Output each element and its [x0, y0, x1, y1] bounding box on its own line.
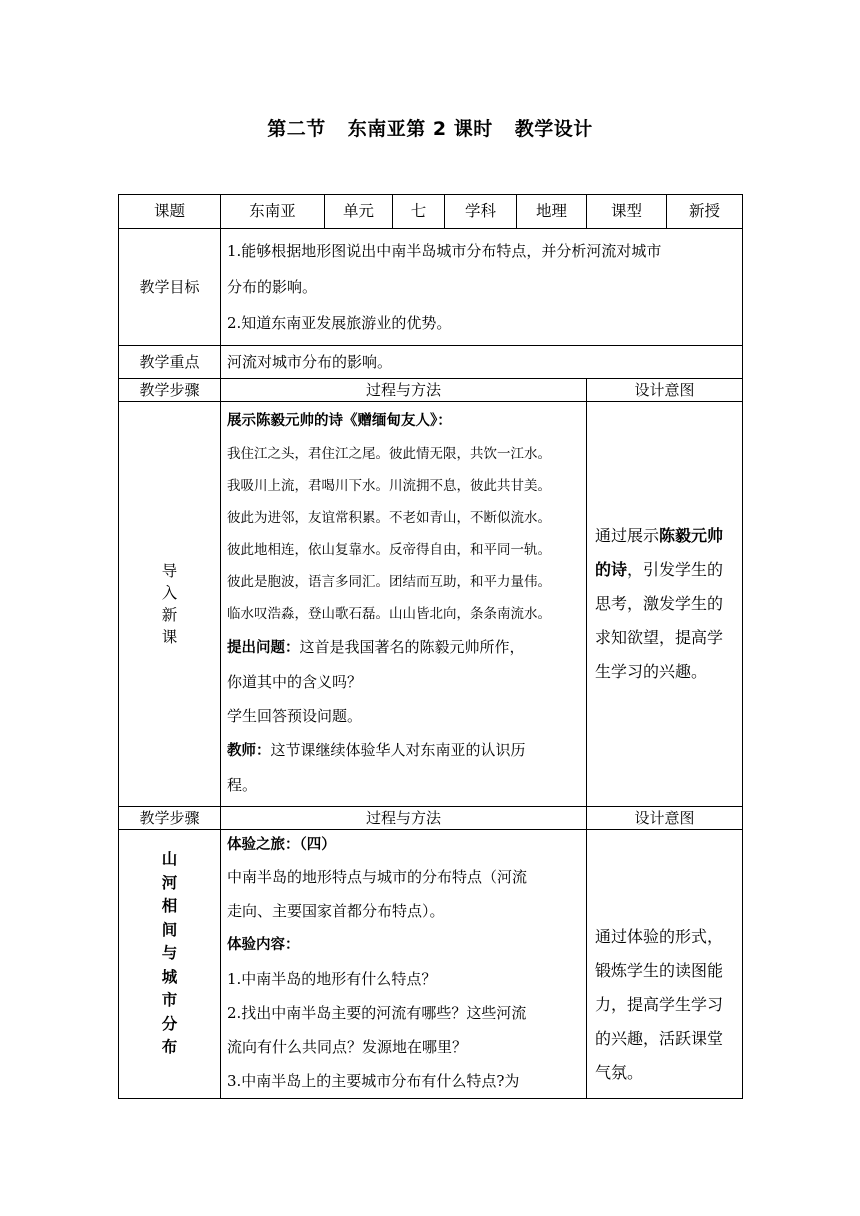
subject-value: 地理 — [517, 195, 587, 229]
steps-header-intent: 设计意图 — [587, 807, 743, 830]
teacher-label: 教师： — [227, 743, 271, 759]
label-char: 山 — [161, 850, 178, 869]
intent-emphasis: 陈毅元帅的诗 — [595, 526, 724, 579]
unit-value: 七 — [393, 195, 445, 229]
poem-line: 彼此是胞波，语言多同汇。团结而互助，和平力量伟。 — [227, 574, 551, 590]
poem-line: 我住江之头，君住江之尾。彼此情无限，共饮一江水。 — [227, 446, 551, 462]
poem-heading: 展示陈毅元帅的诗《赠缅甸友人》： — [227, 413, 452, 429]
steps-header-step: 教学步骤 — [119, 379, 221, 402]
label-char: 市 — [161, 991, 178, 1010]
unit-label: 单元 — [325, 195, 393, 229]
poem-line: 彼此地相连，依山复靠水。反帝得自由，和平同一轨。 — [227, 542, 551, 558]
question-2: 2.找出中南半岛主要的河流有哪些？这些河流 — [227, 1004, 527, 1022]
student-answer: 学生回答预设问题。 — [227, 707, 363, 725]
goals-content — [221, 229, 743, 346]
topic-value: 东南亚 — [221, 195, 325, 229]
teacher-text: 这节课继续体验华人对东南亚的认识历 — [270, 741, 526, 759]
steps-header-method: 过程与方法 — [221, 379, 587, 402]
steps-header-step: 教学步骤 — [119, 807, 221, 830]
lesson-plan-table — [118, 194, 743, 1099]
title-section: 第二节 — [267, 118, 326, 140]
key-point-row — [119, 346, 743, 379]
label-char: 新 — [161, 606, 178, 624]
steps-header-method: 过程与方法 — [221, 807, 587, 830]
title-design: 教学设计 — [514, 118, 593, 140]
experience-heading: 体验之旅：（四） — [227, 837, 336, 853]
steps-header-row-2 — [119, 807, 743, 830]
label-char: 河 — [161, 873, 178, 892]
question-label: 提出问题： — [227, 640, 300, 656]
experience-desc-cont: 走向、主要国家首都分布特点）。 — [227, 902, 445, 920]
header-row — [119, 195, 743, 229]
section-intro-label — [119, 402, 221, 807]
label-char: 入 — [161, 584, 178, 602]
question-2-cont: 流向有什么共同点？发源地在哪里？ — [227, 1038, 468, 1056]
document-title — [0, 114, 860, 141]
section-rivers-row — [119, 830, 743, 1099]
question-3: 3.中南半岛上的主要城市分布有什么特点?为 — [227, 1072, 520, 1090]
topic-label: 课题 — [119, 195, 221, 229]
goals-label: 教学目标 — [119, 229, 221, 346]
question-1: 1.中南半岛的地形有什么特点？ — [227, 970, 437, 988]
goal-line: 分布的影响。 — [227, 278, 318, 296]
key-point-label: 教学重点 — [119, 346, 221, 379]
title-lesson: 东南亚第 2 课时 — [347, 118, 493, 140]
subject-label: 学科 — [445, 195, 517, 229]
key-point-value: 河流对城市分布的影响。 — [221, 346, 743, 379]
poem-line: 彼此为进邻，友谊常积累。不老如青山，不断似流水。 — [227, 510, 551, 526]
section-rivers-label — [119, 830, 221, 1099]
experience-desc: 中南半岛的地形特点与城市的分布特点（河流 — [227, 868, 528, 886]
intent-text: ，引发学生的思考，激发学生的求知欲望，提高学生学习的兴趣。 — [595, 560, 724, 681]
goal-line: 2.知道东南亚发展旅游业的优势。 — [227, 314, 452, 332]
label-char: 布 — [161, 1038, 178, 1057]
poem-line: 临水叹浩淼，登山歌石磊。山山皆北向，条条南流水。 — [227, 606, 551, 622]
experience-content-label: 体验内容： — [227, 937, 300, 953]
section-intro-method — [221, 402, 587, 807]
steps-header-intent: 设计意图 — [587, 379, 743, 402]
label-char: 间 — [161, 920, 178, 939]
goal-line: 1.能够根据地形图说出中南半岛城市分布特点，并分析河流对城市 — [227, 242, 662, 260]
section-rivers-method — [221, 830, 587, 1099]
teacher-text-cont: 程。 — [227, 776, 258, 794]
teacher-paragraph — [227, 733, 580, 768]
label-char: 相 — [161, 897, 178, 916]
label-char: 与 — [161, 944, 178, 963]
label-char: 导 — [161, 562, 178, 580]
question-paragraph — [227, 630, 580, 665]
label-char: 分 — [161, 1014, 178, 1033]
question-text: 这首是我国著名的陈毅元帅所作， — [299, 638, 525, 656]
type-label: 课型 — [587, 195, 667, 229]
label-char: 城 — [161, 967, 178, 986]
type-value: 新授 — [667, 195, 743, 229]
section-intro-row — [119, 402, 743, 807]
section-rivers-intent: 通过体验的形式，锻炼学生的读图能力，提高学生学习的兴趣，活跃课堂气氛。 — [587, 830, 743, 1099]
goals-row — [119, 229, 743, 346]
question-text-cont: 你道其中的含义吗？ — [227, 673, 363, 691]
section-intro-intent — [587, 402, 743, 807]
intent-text: 通过展示 — [595, 526, 660, 545]
label-char: 课 — [161, 628, 178, 646]
poem-line: 我吸川上流，君喝川下水。川流拥不息，彼此共甘美。 — [227, 478, 551, 494]
steps-header-row — [119, 379, 743, 402]
